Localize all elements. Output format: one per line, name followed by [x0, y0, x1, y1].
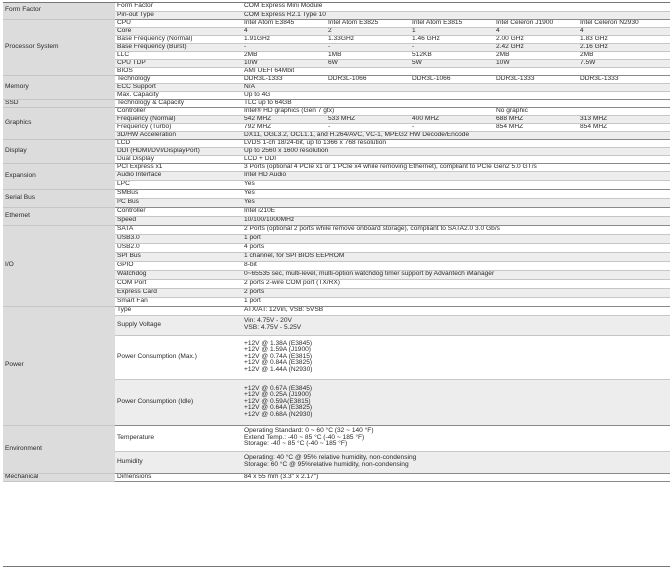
spec-row-mechanical-dimensions: [3, 473, 670, 481]
spec-value-col2: 533 MHZ: [326, 115, 410, 123]
spec-value-line: +12V @ 0.64A (E3825): [244, 404, 313, 412]
spec-value: 4 ports: [242, 243, 670, 252]
spec-value-line: +12V @ 1.44A (N2930): [244, 365, 313, 373]
spec-value: COM Express R2.1 Type 10: [242, 11, 670, 19]
spec-value-col4: 10W: [494, 59, 578, 67]
spec-value-col5: 2MB: [578, 51, 670, 59]
spec-value-line: +12V @ 0.67A (E3845): [244, 384, 313, 392]
category-power: Power: [3, 306, 115, 425]
spec-value-col4: 2MB: [494, 51, 578, 59]
spec-value: Yes: [242, 189, 670, 198]
spec-item-label: Humidity: [115, 451, 242, 473]
category-mechanical: Mechanical: [3, 473, 115, 481]
spec-value-multiline: [242, 379, 670, 425]
spec-value: Yes: [242, 198, 670, 207]
spec-value-multiline: [242, 335, 670, 379]
spec-item-label: Base Frequency (Burst): [115, 43, 242, 51]
spec-row-serial-bus-smbus: [3, 189, 670, 198]
spec-value: ATX/AT: 12Vin, VSB: 5VSB: [242, 306, 670, 315]
spec-value: 1 port: [242, 297, 670, 306]
spec-item-label: BIOS: [115, 67, 242, 75]
spec-item-label: Dual Display: [115, 155, 242, 163]
spec-value-col2: DDR3L-1066: [326, 75, 410, 83]
spec-value-multiline: [242, 315, 670, 335]
spec-value-col1: -: [242, 43, 326, 51]
spec-value-line: Operating: 40 °C @ 95% relative humidity, non-condensing: [244, 454, 417, 462]
spec-item-label: Controller: [115, 207, 242, 216]
spec-value: 10/100/1000MHz: [242, 216, 670, 225]
spec-item-label: LLC: [115, 51, 242, 59]
spec-item-label: Type: [115, 306, 242, 315]
spec-value: Intel HD Audio: [242, 171, 670, 180]
spec-item-label: Express Card: [115, 288, 242, 297]
spec-value-no-graphic: No graphic: [494, 107, 670, 115]
spec-value-col2: 1MB: [326, 51, 410, 59]
spec-value: 84 x 55 mm (3.3" x 2.17"): [242, 473, 670, 481]
spec-row-ssd-technology-capacity: [3, 99, 670, 107]
spec-value-col5: 1.83 GHz: [578, 35, 670, 43]
spec-item-label: Core: [115, 27, 242, 35]
spec-item-label: Dimensions: [115, 473, 242, 481]
spec-row-environment-temperature: [3, 425, 670, 451]
spec-value-col1: Intel Atom E3845: [242, 19, 326, 27]
spec-item-label: ECC Support: [115, 83, 242, 91]
spec-value-col2: 6W: [326, 59, 410, 67]
spec-value-line: Extend Temp.: -40 ~ 85 °C (-40 ~ 185 °F): [244, 433, 365, 441]
spec-value-line: +12V @ 0.74A (E3815): [244, 352, 313, 360]
spec-value-line: +12V @ 0.59A(E3815): [244, 397, 311, 405]
spec-item-label: CPU TDP: [115, 59, 242, 67]
spec-value-col1: 542 MHZ: [242, 115, 326, 123]
spec-value-col2: 1.33GHz: [326, 35, 410, 43]
spec-value-col4: 2.00 GHz: [494, 35, 578, 43]
spec-value-intel-graphics: Intel® HD graphics (Gen 7 gtx): [242, 107, 494, 115]
spec-value-col1: 1.91GHz: [242, 35, 326, 43]
spec-value-col1: 4: [242, 27, 326, 35]
spec-item-label: COM Port: [115, 279, 242, 288]
spec-value: LVDS 1-ch 18/24-bit, up to 1366 x 768 resolution: [242, 139, 670, 147]
spec-value-line: +12V @ 0.25A (J1900): [244, 391, 311, 399]
spec-value-col3: DDR3L-1066: [410, 75, 494, 83]
spec-value-col2: -: [326, 43, 410, 51]
spec-value-line: Storage: -40 ~ 85 °C (-40 ~ 185 °F): [244, 440, 348, 448]
category-memory: Memory: [3, 75, 115, 99]
spec-item-label: USB2.0: [115, 243, 242, 252]
spec-item-label: Power Consumption (Max.): [115, 335, 242, 379]
spec-value: 1 channel, for SPI BIOS EEPROM: [242, 252, 670, 261]
category-processor-system: Processor System: [3, 19, 115, 75]
spec-value-col2: Intel Atom E3825: [326, 19, 410, 27]
spec-value-line: +12V @ 0.84A (E3825): [244, 359, 313, 367]
spec-value: Intel i210E: [242, 207, 670, 216]
spec-value-multiline: [242, 451, 670, 473]
spec-value-line: +12V @ 1.38A (E3845): [244, 339, 313, 347]
spec-item-label: USB3.0: [115, 234, 242, 243]
spec-item-label: SPI Bus: [115, 252, 242, 261]
category-ssd: SSD: [3, 99, 115, 107]
spec-value-col4: Intel Celeron J1900: [494, 19, 578, 27]
category-serial-bus: Serial Bus: [3, 189, 115, 207]
spec-value-multiline: [242, 425, 670, 451]
spec-item-label: Max. Capacity: [115, 91, 242, 99]
spec-value: 2 ports: [242, 288, 670, 297]
spec-value-line: Storage: 60 °C @ 95%relative humidity, non-condensing: [244, 461, 409, 468]
spec-value-col3: 1.46 GHz: [410, 35, 494, 43]
category-display: Display: [3, 139, 115, 163]
spec-item-label: SATA: [115, 225, 242, 234]
spec-value-col4: DDR3L-1333: [494, 75, 578, 83]
spec-value-col3: -: [410, 123, 494, 131]
spec-value: Up to 4G: [242, 91, 670, 99]
spec-value-col3: -: [410, 43, 494, 51]
spec-value-col4: 2.42 GHz: [494, 43, 578, 51]
specifications-table: [3, 3, 670, 482]
spec-value: 0~65535 sec, multi-level, multi-option watchdog timer support by Advantech iManager: [242, 270, 670, 279]
category-ethernet: Ethernet: [3, 207, 115, 225]
spec-value: N/A: [242, 83, 670, 91]
spec-value-line: +12V @ 0.68A (N2930): [244, 410, 313, 418]
spec-value: COM Express Mini Module: [242, 3, 670, 11]
spec-item-label: Controller: [115, 107, 242, 115]
spec-item-label: SMBus: [115, 189, 242, 198]
spec-row-memory-technology: [3, 75, 670, 83]
spec-value-col3: Intel Atom E3815: [410, 19, 494, 27]
spec-value-col3: 512KB: [410, 51, 494, 59]
spec-item-label: Technology & Capacity: [115, 99, 242, 107]
spec-value: 3 Ports (optional 4 PCIe x1 or 1 PCIe x4 while removing Ethernet), compliant to PCIe Gen2 5.0 GT/s: [242, 163, 670, 171]
spec-value-line: Operating Standard: 0 ~ 60 °C (32 ~ 140 °F): [244, 427, 374, 435]
spec-value: TLC up to 64GB: [242, 99, 670, 107]
spec-value: 2 ports 2-wire COM port (TX/RX): [242, 279, 670, 288]
category-environment: Environment: [3, 425, 115, 473]
spec-item-label: Form Factor: [115, 3, 242, 11]
spec-value-col3: 5W: [410, 59, 494, 67]
spec-row-expansion-pci-express-x1: [3, 163, 670, 171]
spec-item-label: I²C Bus: [115, 198, 242, 207]
spec-value-line: Vin: 4.75V - 20V: [244, 317, 292, 325]
spec-item-label: Audio Interface: [115, 171, 242, 180]
spec-item-label: LPC: [115, 180, 242, 189]
spec-value-col4: 4: [494, 27, 578, 35]
spec-value-col1: 792 MHZ: [242, 123, 326, 131]
spec-item-label: Watchdog: [115, 270, 242, 279]
category-form-factor: Form Factor: [3, 3, 115, 19]
spec-value-col5: 313 MHZ: [578, 115, 670, 123]
spec-item-label: GPIO: [115, 261, 242, 270]
spec-row-i-o-sata: [3, 225, 670, 234]
spec-value-col2: 2: [326, 27, 410, 35]
spec-item-label: CPU: [115, 19, 242, 27]
spec-value-col4: 854 MHZ: [494, 123, 578, 131]
spec-value: AMI UEFI 64Mbit: [242, 67, 670, 75]
spec-row-ethernet-controller: [3, 207, 670, 216]
spec-sheet: [3, 2, 670, 567]
spec-item-label: Frequency (Turbo): [115, 123, 242, 131]
spec-value-col1: DDR3L-1333: [242, 75, 326, 83]
spec-item-label: Smart Fan: [115, 297, 242, 306]
spec-value-col5: 7.5W: [578, 59, 670, 67]
spec-item-label: Power Consumption (Idle): [115, 379, 242, 425]
spec-value-col1: 10W: [242, 59, 326, 67]
spec-value-col5: Intel Celeron N2930: [578, 19, 670, 27]
category-expansion: Expansion: [3, 163, 115, 189]
spec-value: DX11, OGL3.2, OCL1.1, and H.264/AVC, VC-1, MPEG2 HW Decode/Encode: [242, 131, 670, 139]
spec-item-label: Supply Voltage: [115, 315, 242, 335]
spec-value-col5: 4: [578, 27, 670, 35]
spec-row-form-factor-form-factor: [3, 3, 670, 11]
spec-value-col5: 854 MHZ: [578, 123, 670, 131]
spec-value: 2 Ports (optional 2 ports while remove onboard storage), compliant to SATA2.0 3.0 Gb/s: [242, 225, 670, 234]
spec-value-col1: 2MB: [242, 51, 326, 59]
spec-value: Yes: [242, 180, 670, 189]
spec-value: LCD + DDI: [242, 155, 670, 163]
spec-value: 1 port: [242, 234, 670, 243]
spec-item-label: Speed: [115, 216, 242, 225]
category-graphics: Graphics: [3, 107, 115, 139]
spec-value-col3: 400 MHZ: [410, 115, 494, 123]
spec-row-processor-system-cpu: [3, 19, 670, 27]
spec-row-display-lcd: [3, 139, 670, 147]
spec-item-label: PCI Express x1: [115, 163, 242, 171]
spec-row-graphics-controller: [3, 107, 670, 115]
spec-item-label: Frequency (Normal): [115, 115, 242, 123]
category-i-o: I/O: [3, 225, 115, 306]
spec-value-col2: -: [326, 123, 410, 131]
spec-item-label: Pin-out Type: [115, 11, 242, 19]
spec-value-col4: 688 MHZ: [494, 115, 578, 123]
spec-item-label: Base Frequency (Normal): [115, 35, 242, 43]
spec-item-label: DDI (HDMI/DVI/DisplayPort): [115, 147, 242, 155]
spec-value: 8-bit: [242, 261, 670, 270]
spec-item-label: Technology: [115, 75, 242, 83]
spec-value-line: +12V @ 1.59A (J1900): [244, 346, 311, 354]
spec-value-col3: 1: [410, 27, 494, 35]
spec-value-col5: DDR3L-1333: [578, 75, 670, 83]
spec-value-col5: 2.16 GHz: [578, 43, 670, 51]
spec-value: Up to 2560 x 1600 resolution: [242, 147, 670, 155]
spec-item-label: LCD: [115, 139, 242, 147]
spec-row-power-type: [3, 306, 670, 315]
spec-value-line: VSB: 4.75V - 5.25V: [244, 324, 302, 331]
spec-item-label: Temperature: [115, 425, 242, 451]
spec-item-label: 3D/HW Acceleration: [115, 131, 242, 139]
